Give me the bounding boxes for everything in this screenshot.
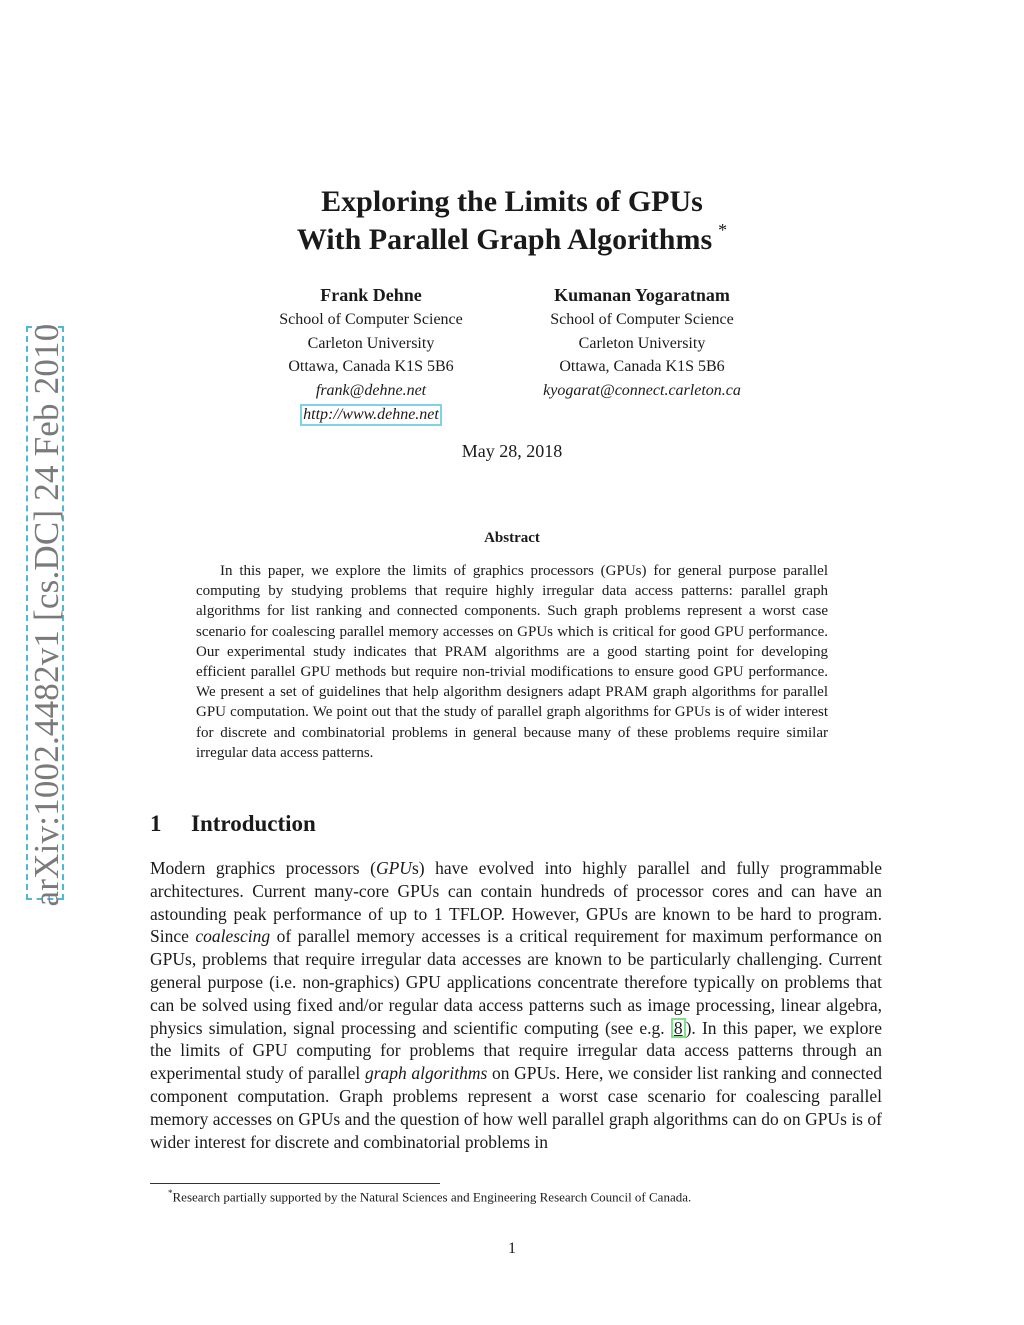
arxiv-stamp — [26, 323, 66, 907]
title-footnote-mark: * — [718, 220, 728, 240]
author-name: Frank Dehne — [320, 285, 422, 305]
author-univ: Carleton University — [578, 334, 706, 352]
author-dept: School of Computer Science — [550, 311, 734, 328]
author-block-yogaratnam — [512, 284, 772, 402]
section-title: Introduction — [191, 811, 316, 836]
coalescing-term: coalescing — [195, 926, 271, 947]
author-name: Kumanan Yogaratnam — [554, 285, 730, 305]
abstract-body — [196, 561, 828, 763]
citation-link[interactable]: 8 — [671, 1018, 686, 1038]
author-email: kyogarat@connect.carleton.ca — [543, 381, 741, 399]
author-address: Ottawa, Canada K1S 5B6 — [559, 358, 725, 375]
footnote-divider — [150, 1183, 440, 1184]
abstract-heading: Abstract — [484, 530, 540, 546]
author-email: frank@dehne.net — [315, 381, 427, 399]
abstract-text: In this paper, we explore the limits of graphics processors (GPUs) for general purpose parallel computing by studying problems that require highly irregular data access patterns: parallel graph algorithms for list ranking and connected components. Such graph problems represent a worst case scenario for coalescing parallel memory accesses on GPUs which is critical for good GPU performance. Our experimental study indicates that PRAM algorithms are a good starting point for developing efficient parallel GPU methods but require non-trivial modifications to ensure good GPU performance. We present a set of guidelines that help algorithm designers adapt PRAM graph algorithms for parallel GPU computation. We point out that the study of parallel graph algorithms for GPUs is of wider interest for discrete and combinatorial problems in general because many of these problems require similar irregular data access patterns. — [196, 563, 828, 761]
footnote — [168, 1188, 888, 1205]
author-dept: School of Computer Science — [279, 311, 463, 328]
author-univ: Carleton University — [307, 334, 435, 352]
footnote-text: Research partially supported by the Natural Sciences and Engineering Research Council of Canada. — [172, 1189, 692, 1205]
introduction-body — [150, 857, 882, 1153]
paper-date: May 28, 2018 — [461, 441, 563, 461]
section-heading-introduction — [150, 811, 316, 837]
introduction-paragraph: Modern graphics processors (GPUs) have evolved into highly parallel and fully programmable architectures. Current many-core GPUs can contain hundreds of processor cores and can have an astounding peak performance of up to 1 TFLOP. However, GPUs are known to be hard to program. Since coalescing of parallel memory accesses is a critical requirement for maximum performance on GPUs, problems that require irregular data accesses are known to be particularly challenging. Current general purpose (i.e. non-graphics) GPU applications concentrate therefore typically on problems that can be solved using fixed and/or regular data access patterns such as image processing, linear algebra, physics simulation, signal processing and scientific computing (see e.g. 8 ). In this paper, we explore the limits of GPU computing for problems that require irregular data access patterns through an experimental study of parallel graph algorithms on GPUs. Here, we consider list ranking and connected component computation. Graph problems represent a worst case scenario for coalescing parallel memory accesses on GPUs and the question of how well parallel graph algorithms can do on GPUs is of wider interest for discrete and combinatorial problems in — [150, 858, 883, 1152]
arxiv-stamp-text: arXiv:1002.4482v1 [cs.DC] 24 Feb 2010 — [27, 323, 66, 907]
gpus-term: GPU — [375, 858, 412, 878]
author-address: Ottawa, Canada K1S 5B6 — [288, 358, 454, 375]
paper-title-line-1: Exploring the Limits of GPUs — [321, 185, 703, 218]
section-number: 1 — [150, 811, 162, 836]
graph-algorithms-term: graph algorithms — [364, 1063, 488, 1084]
author-block-dehne — [251, 284, 491, 427]
paper-title-line-2: With Parallel Graph Algorithms * — [296, 220, 728, 256]
page-number: 1 — [508, 1240, 516, 1257]
author-homepage-link[interactable]: http://www.dehne.net — [300, 404, 442, 426]
footnote-mark: * — [168, 1188, 173, 1198]
